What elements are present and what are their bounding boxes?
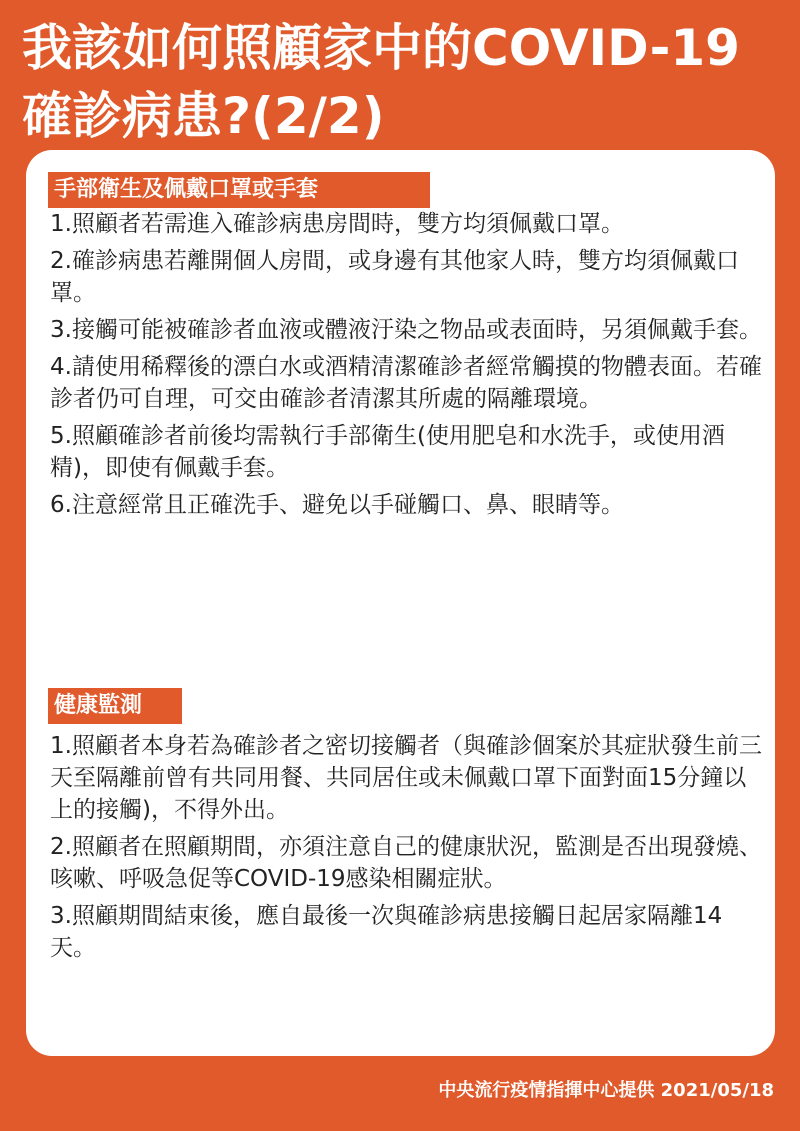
list-item: 3.照顧期間結束後，應自最後一次與確診病患接觸日起居家隔離14天。 xyxy=(50,903,723,961)
list-item: 3.接觸可能被確診者血液或體液汙染之物品或表面時，另須佩戴手套。 xyxy=(50,317,762,343)
hand-hygiene-list xyxy=(50,208,765,526)
list-item: 6.注意經常且正確洗手、避免以手碰觸口、鼻、眼睛等。 xyxy=(50,492,624,518)
title-line-1: 我該如何照顧家中的COVID-19 xyxy=(22,19,740,77)
list-item: 2.照顧者在照顧期間，亦須注意自己的健康狀況，監測是否出現發燒、咳嗽、呼吸急促等COVID-19感染相關症狀。 xyxy=(50,834,762,892)
list-item: 1.照顧者本身若為確診者之密切接觸者（與確診個案於其症狀發生前三天至隔離前曾有共同用餐、共同居住或未佩戴口罩下面對面15分鐘以上的接觸)，不得外出。 xyxy=(50,733,762,823)
section-heading-health-monitoring: 健康監測 xyxy=(48,688,182,724)
page-title xyxy=(22,14,792,150)
list-item: 2.確診病患若離開個人房間，或身邊有其他家人時，雙方均須佩戴口罩。 xyxy=(50,248,739,306)
section-heading-hand-hygiene: 手部衛生及佩戴口罩或手套 xyxy=(48,172,430,208)
list-item: 4.請使用稀釋後的漂白水或酒精清潔確診者經常觸摸的物體表面。若確診者仍可自理，可交由確診者清潔其所處的隔離環境。 xyxy=(50,354,762,412)
list-item: 1.照顧者若需進入確診病患房間時，雙方均須佩戴口罩。 xyxy=(50,211,624,237)
list-item: 5.照顧確診者前後均需執行手部衛生(使用肥皂和水洗手，或使用酒精)，即使有佩戴手套。 xyxy=(50,423,725,481)
footer-credit: 中央流行疫情指揮中心提供 2021/05/18 xyxy=(438,1080,774,1101)
title-line-2: 確診病患?(2/2) xyxy=(22,87,385,145)
health-monitoring-list xyxy=(50,730,765,969)
